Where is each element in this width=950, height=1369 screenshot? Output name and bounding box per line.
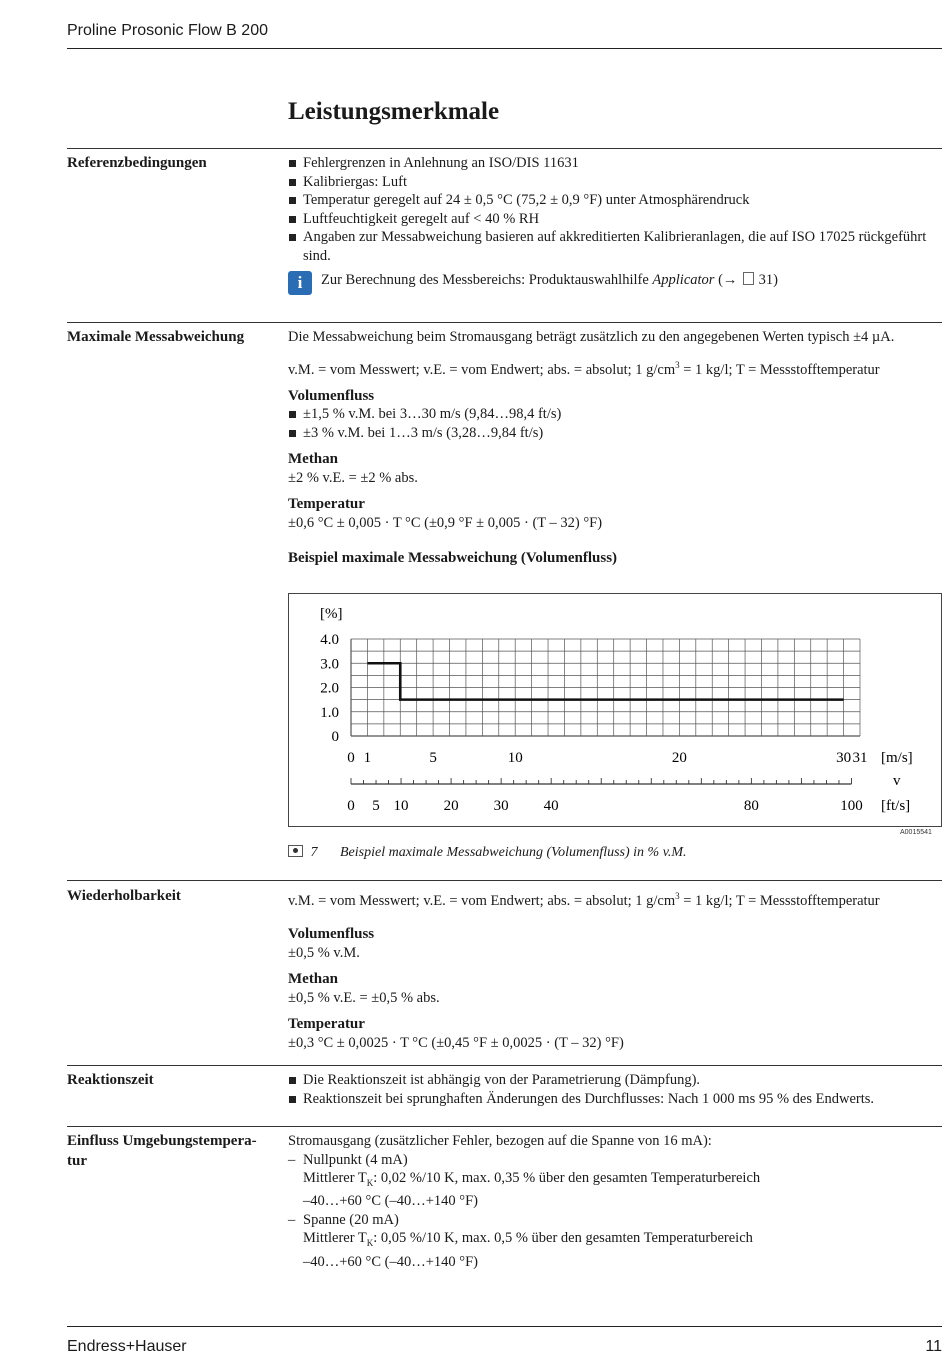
row-rule-reaction — [67, 1065, 942, 1066]
series-line — [367, 663, 843, 699]
max-error-legend: v.M. = vom Messwert; v.E. = vom Endwert; abs. = absolut; 1 $g/cm^3 = 1$ kg/l; T = Messstofftemperatur — [288, 359, 880, 378]
info-note-page: 31) — [755, 272, 778, 288]
list-item: Temperatur geregelt auf 24 ± 0,5 °C (75,2 ± 0,9 °F) unter Atmosphärendruck — [288, 191, 943, 210]
list-item: – Nullpunkt (4 mA) Mittlerer $T_K$: 0,02 %/10 K, max. 0,35 % über den gesamten Temperaturbereich –40…+60 °C (–40…+140 °F) — [288, 1151, 943, 1211]
reference-content — [288, 154, 943, 297]
ambient-intro: Stromausgang (zusätzlicher Fehler, bezogen auf die Spanne von 16 mA): — [288, 1133, 712, 1149]
caption-text: Beispiel maximale Messabweichung (Volumenfluss) in % v.M. — [340, 845, 687, 860]
footer-rule — [67, 1326, 942, 1327]
section-title: Leistungsmerkmale — [288, 98, 500, 125]
repeat-content — [288, 887, 943, 1052]
chart-frame — [288, 593, 942, 827]
repeat-temperature-value: ±0,3 °C ± 0,0025 · T °C (±0,45 °F ± 0,0025 · (T – 32) °F) — [288, 1034, 624, 1051]
reference-bullet-list — [288, 154, 943, 265]
x-unit-bottom: [ft/s] — [881, 798, 911, 814]
x-tick-label-ms: 5 — [429, 750, 437, 766]
x-tick-label-fts: 40 — [543, 798, 559, 814]
y-tick-label: 1.0 — [320, 704, 339, 721]
list-item: ±1,5 % v.M. bei 3…30 m/s (9,84…98,4 ft/s) — [288, 405, 943, 424]
series-group — [367, 663, 843, 699]
x-tick-label-fts: 20 — [443, 798, 459, 814]
label-ambient: Einfluss Umgebungstempera- tur — [67, 1133, 257, 1169]
x-tick-label-fts: 30 — [493, 798, 509, 814]
max-error-intro: Die Messabweichung beim Stromausgang beträgt zusätzlich zu den angegebenen Werten typisch ±4 µA. — [288, 329, 895, 345]
x-tick-label-ms: 20 — [671, 750, 687, 766]
label-repeat: Wiederholbarkeit — [67, 888, 181, 904]
repeat-methane-title: Methan — [288, 971, 338, 988]
page-number: 11 — [925, 1338, 942, 1355]
header-rule — [67, 48, 942, 49]
y-tick-label: 0 — [331, 729, 339, 745]
label-max-error: Maximale Messabweichung — [67, 329, 245, 345]
repeat-volume-value: ±0,5 % v.M. — [288, 944, 360, 961]
methane-value: ±2 % v.E. = ±2 % abs. — [288, 469, 418, 486]
x-tick-label-fts: 5 — [372, 798, 380, 814]
x-tick-label-fts: 10 — [393, 798, 409, 814]
applicator-link[interactable]: Applicator — [652, 272, 715, 288]
caption-number: 7 — [310, 845, 318, 860]
ft-axis — [347, 778, 862, 814]
x-unit-top: [m/s] — [881, 750, 913, 766]
x-axis-label: v — [893, 773, 901, 789]
figure-icon — [288, 845, 303, 857]
x-tick-label-ms: 1 — [363, 750, 372, 766]
repeat-methane-value: ±0,5 % v.E. = ±0,5 % abs. — [288, 989, 440, 1006]
row-rule-reference — [67, 148, 942, 149]
y-tick-label: 2.0 — [320, 680, 339, 697]
y-axis-label: [%] — [320, 606, 343, 622]
x-tick-label-ms: 30 — [836, 750, 852, 766]
list-item: Reaktionszeit bei sprunghaften Änderungen des Durchflusses: Nach 1 000 ms 95 % des Endwerts. — [288, 1090, 943, 1109]
list-item: ±3 % v.M. bei 1…3 m/s (3,28…9,84 ft/s) — [288, 424, 943, 443]
x-tick-label-ms: 0 — [347, 750, 355, 766]
list-item: Fehlergrenzen in Anlehnung an ISO/DIS 11631 — [288, 154, 943, 173]
temperature-title: Temperatur — [288, 496, 365, 513]
info-icon: i — [288, 271, 312, 295]
example-title: Beispiel maximale Messabweichung (Volumenfluss) — [288, 550, 618, 567]
max-error-content — [288, 328, 943, 568]
list-item: Luftfeuchtigkeit geregelt auf < 40 % RH — [288, 210, 943, 229]
ambient-content — [288, 1132, 943, 1271]
chart-grid — [351, 639, 860, 736]
document-header-title: Proline Prosonic Flow B 200 — [67, 22, 268, 39]
list-item: Angaben zur Messabweichung basieren auf akkreditierten Kalibrieranlagen, die auf ISO 17025 rückgeführt sind. — [288, 228, 943, 265]
y-tick-label: 4.0 — [320, 632, 339, 648]
label-reference: Referenzbedingungen — [67, 155, 207, 171]
error-chart — [289, 594, 941, 826]
volume-title: Volumenfluss — [288, 387, 375, 404]
temperature-value: ±0,6 °C ± 0,005 · T °C (±0,9 °F ± 0,005 · (T – 32) °F) — [288, 514, 603, 531]
repeat-temperature-title: Temperatur — [288, 1016, 365, 1033]
x-tick-label-fts: 0 — [347, 798, 355, 814]
info-note-ref: (→ — [714, 272, 742, 288]
list-item: Die Reaktionszeit ist abhängig von der Parametrierung (Dämpfung). — [288, 1071, 943, 1090]
page-ref-icon — [743, 272, 754, 285]
row-rule-repeat — [67, 880, 942, 881]
ambient-dash-list — [288, 1151, 943, 1272]
reaction-bullet-list — [288, 1071, 943, 1108]
figure-caption — [288, 845, 888, 861]
row-rule-max-error — [67, 322, 942, 323]
x-tick-label-ms: 31 — [852, 750, 868, 766]
row-rule-ambient — [67, 1126, 942, 1127]
x-tick-label-fts: 80 — [743, 798, 759, 814]
y-ticks — [320, 632, 339, 745]
x-tick-label-fts: 100 — [840, 798, 863, 814]
methane-title: Methan — [288, 451, 338, 468]
list-item: Kalibriergas: Luft — [288, 173, 943, 192]
y-tick-label: 3.0 — [320, 656, 339, 673]
reaction-content — [288, 1071, 943, 1108]
x-ticks-ms — [347, 750, 867, 766]
info-note — [288, 271, 943, 297]
repeat-legend: v.M. = vom Messwert; v.E. = vom Endwert; abs. = absolut; 1 $g/cm^3 = 1$ kg/l; T = Messstofftemperatur — [288, 891, 880, 909]
info-note-text: Zur Berechnung des Messbereichs: Produktauswahlhilfe — [321, 272, 653, 288]
label-reaction: Reaktionszeit — [67, 1072, 154, 1088]
x-tick-label-ms: 10 — [507, 750, 523, 766]
figure-id: A0015541 — [900, 829, 932, 836]
volume-bullet-list — [288, 405, 943, 442]
list-item: – Spanne (20 mA) Mittlerer $T_K$: 0,05 %/10 K, max. 0,5 % über den gesamten Temperaturbereich –40…+60 °C (–40…+140 °F) — [288, 1211, 943, 1271]
footer-company: Endress+Hauser — [67, 1338, 187, 1355]
repeat-volume-title: Volumenfluss — [288, 926, 375, 943]
